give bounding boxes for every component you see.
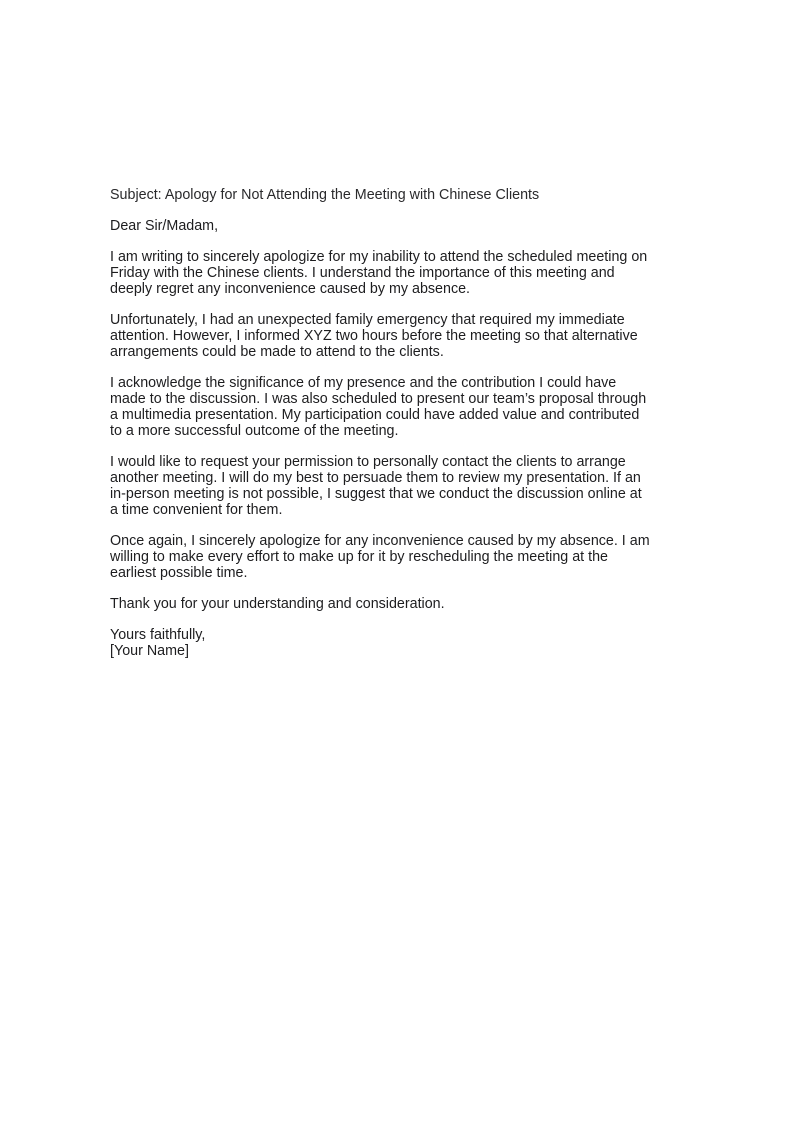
paragraph-line: deeply regret any inconvenience caused by my absence.	[110, 281, 471, 297]
paragraph-line: a time convenient for them.	[110, 502, 283, 518]
paragraph-line: Once again, I sincerely apologize for any inconvenience caused by my absence. I am	[110, 533, 650, 549]
paragraph-line: in-person meeting is not possible, I suggest that we conduct the discussion online at	[110, 486, 642, 502]
letter-salutation: Dear Sir/Madam,	[110, 218, 219, 234]
paragraph-line: I acknowledge the significance of my presence and the contribution I could have	[110, 375, 617, 391]
paragraph-line: arrangements could be made to attend to the clients.	[110, 344, 444, 360]
letter-body	[110, 187, 700, 659]
paragraph-line: made to the discussion. I was also scheduled to present our team’s proposal through	[110, 391, 647, 407]
paragraph-line: Unfortunately, I had an unexpected family emergency that required my immediate	[110, 312, 625, 328]
paragraph-line: willing to make every effort to make up for it by rescheduling the meeting at the	[110, 549, 609, 565]
paragraph-line: attention. However, I informed XYZ two hours before the meeting so that alternative	[110, 328, 638, 344]
paragraph-line: Friday with the Chinese clients. I understand the importance of this meeting and	[110, 265, 615, 281]
paragraph-4	[110, 454, 700, 518]
paragraph-1	[110, 249, 700, 297]
paragraph-2	[110, 312, 700, 360]
letter-subject: Subject: Apology for Not Attending the Meeting with Chinese Clients	[110, 187, 540, 203]
letter-closing: Yours faithfully,	[110, 627, 206, 643]
paragraph-line: Thank you for your understanding and consideration.	[110, 596, 445, 612]
paragraph-line: a multimedia presentation. My participation could have added value and contributed	[110, 407, 640, 423]
paragraph-3	[110, 375, 700, 439]
paragraph-line: I am writing to sincerely apologize for my inability to attend the scheduled meeting on	[110, 249, 648, 265]
paragraph-line: earliest possible time.	[110, 565, 248, 581]
paragraph-line: to a more successful outcome of the meeting.	[110, 423, 399, 439]
paragraph-5	[110, 533, 700, 581]
paragraph-line: I would like to request your permission to personally contact the clients to arrange	[110, 454, 626, 470]
letter-signature: [Your Name]	[110, 643, 189, 659]
paragraph-6	[110, 596, 700, 612]
paragraph-line: another meeting. I will do my best to persuade them to review my presentation. If an	[110, 470, 641, 486]
